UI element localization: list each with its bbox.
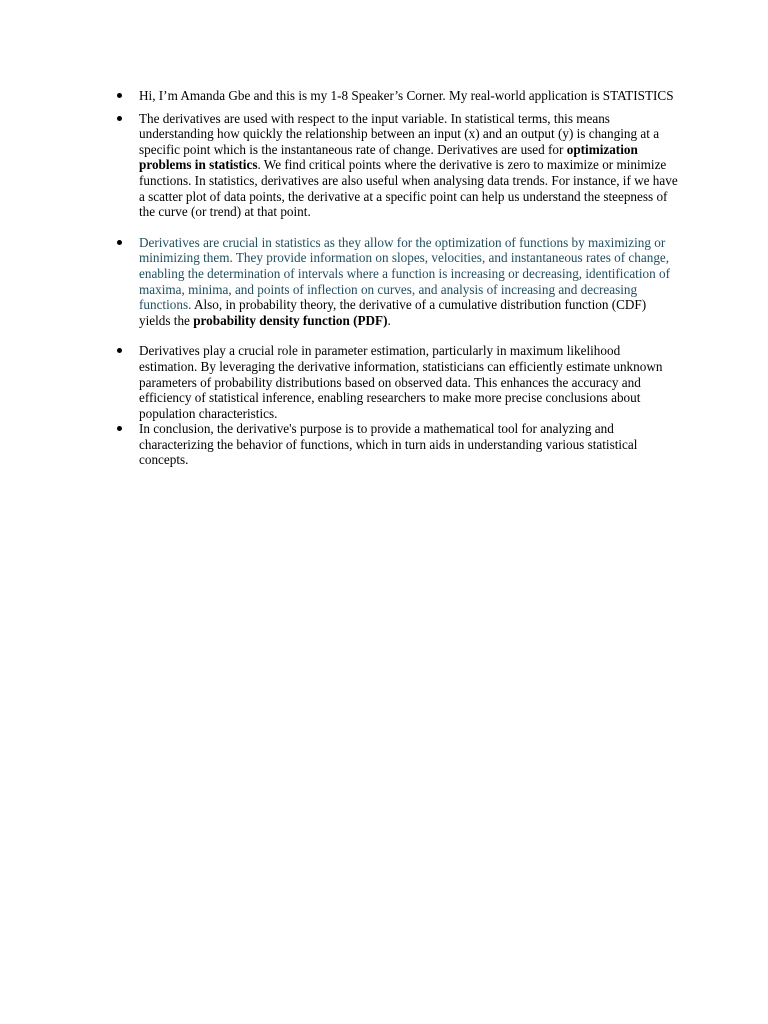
bullet-dot-icon [117, 426, 122, 431]
bold-phrase: optimization problems in statistics [139, 141, 638, 173]
paragraph-derivatives-input [139, 111, 680, 220]
paragraph-text: Also, in probability theory, the derivative of a cumulative distribution function (CDF) yields the [139, 297, 647, 328]
bullet-dot-icon [117, 240, 122, 245]
bullet-item-conclusion [114, 421, 680, 468]
bullet-item-derivatives-input [114, 111, 680, 220]
bullet-dot-icon [117, 116, 122, 121]
bullet-item-parameter-estimation [114, 343, 680, 421]
paragraph-derivatives-crucial [139, 235, 680, 329]
paragraph-parameter-estimation [139, 343, 680, 421]
bold-phrase: probability density function (PDF) [193, 312, 388, 328]
paragraph-text: In conclusion, the derivative's purpose is to provide a mathematical tool for analyzing and characterizing the behavior of functions, which in turn aids in understanding various statistical concepts. [139, 421, 638, 468]
paragraph-text: The derivatives are used with respect to the input variable. In statistical terms, this means understanding how quickly the relationship between an input (x) and an output (y) is changing at a specific point which is the instantaneous rate of change. Derivatives are used for [139, 110, 660, 157]
bullet-item-intro [114, 88, 680, 104]
paragraph-text: Derivatives play a crucial role in parameter estimation, particularly in maximum likelihood estimation. By leveraging the derivative information, statisticians can efficiently estimate unknown parameters of probability distributions based on observed data. This enhances the accuracy and efficiency of statistical inference, enabling researchers to make more precise conclusions about population characteristics. [139, 343, 663, 421]
paragraph-text: . [387, 312, 391, 328]
paragraph-conclusion [139, 421, 680, 468]
bullet-item-derivatives-crucial [114, 235, 680, 329]
intro-text: Hi, I’m Amanda Gbe and this is my 1-8 Speaker’s Corner. My real-world application is STATISTICS [139, 88, 674, 103]
paragraph-text: . We find critical points where the derivative is zero to maximize or minimize functions. In statistics, derivatives are also useful when analysing data trends. For instance, if we have a scatter plot of data points, the derivative at a specific point can help us understand the steepness of the curve (or trend) at that point. [139, 157, 678, 220]
bullet-list [114, 88, 680, 468]
highlighted-text: Derivatives are crucial in statistics as they allow for the optimization of functions by maximizing or minimizing them. They provide information on slopes, velocities, and instantaneous rates of change, enabling the determination of intervals where a function is increasing or decreasing, identification of maxima, minima, and points of inflection on curves, and analysis of increasing and decreasing functions. [139, 234, 670, 313]
bullet-dot-icon [117, 93, 122, 98]
paragraph-intro [139, 88, 680, 104]
bullet-dot-icon [117, 348, 122, 353]
